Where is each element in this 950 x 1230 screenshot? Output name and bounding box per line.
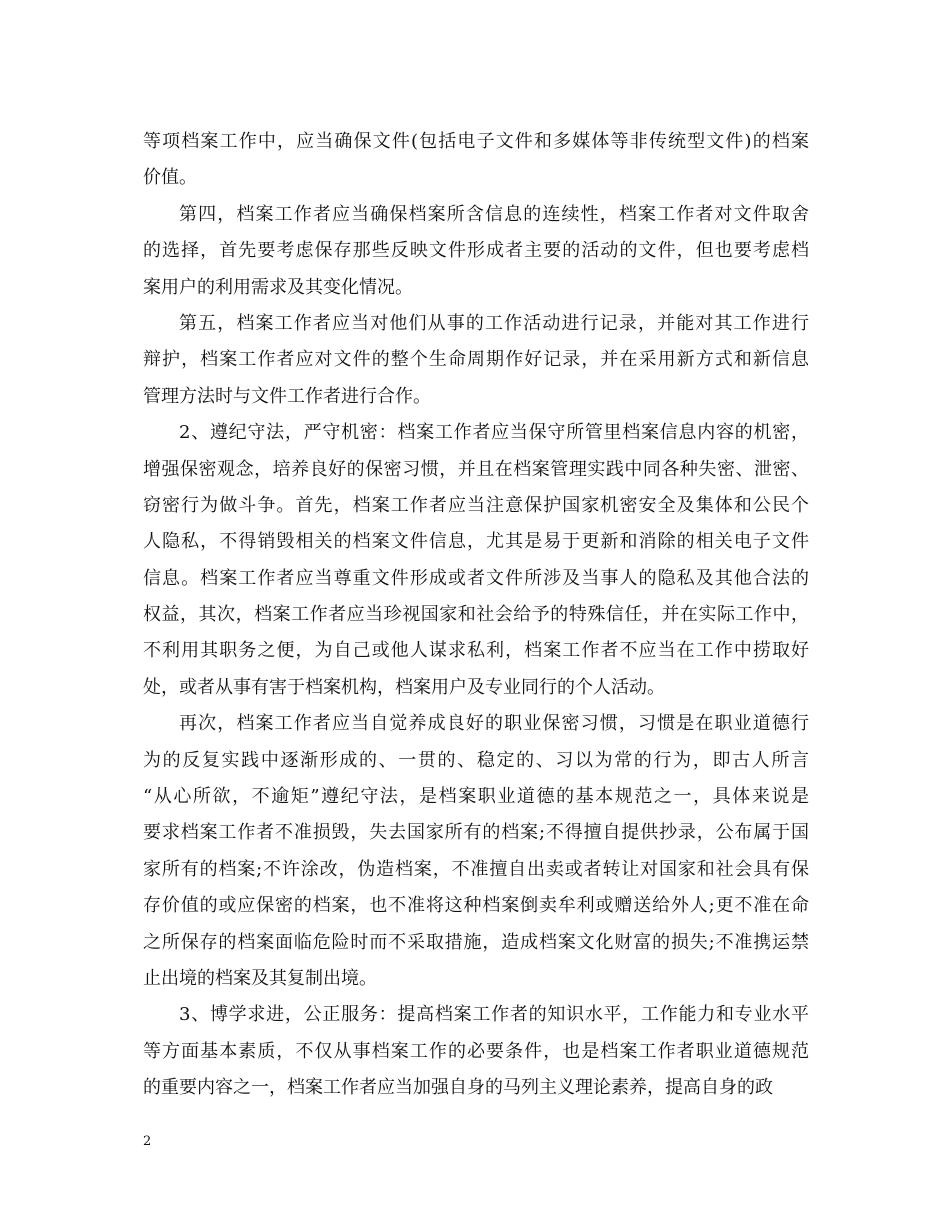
text-line: “从心所欲，不逾矩”遵纪守法，是档案职业道德的基本规范之一，具体来说是 — [143, 786, 809, 808]
text-line: 管理方法时与文件工作者进行合作。 — [143, 385, 431, 407]
paragraph — [143, 997, 809, 1106]
text-line: 的重要内容之一，档案工作者应当加强自身的马列主义理论素养，提高自身的政 — [143, 1077, 773, 1099]
paragraph — [143, 706, 809, 997]
text-line: 增强保密观念，培养良好的保密习惯，并且在档案管理实践中同各种失密、泄密、 — [143, 458, 809, 480]
text-line: 信息。档案工作者应当尊重文件形成或者文件所涉及当事人的隐私及其他合法的 — [143, 567, 809, 589]
text-line: 等项档案工作中，应当确保文件(包括电子文件和多媒体等非传统型文件)的档案 — [143, 131, 809, 152]
text-line: 人隐私，不得销毁相关的档案文件信息，尤其是易于更新和消除的相关电子文件 — [143, 531, 809, 553]
text-line: 第四，档案工作者应当确保档案所含信息的连续性，档案工作者对文件取舍 — [179, 203, 809, 225]
body-text — [143, 124, 809, 1107]
paragraph — [143, 197, 809, 306]
paragraph — [143, 124, 809, 197]
text-line: 等方面基本素质，不仅从事档案工作的必要条件，也是档案工作者职业道德规范 — [143, 1040, 809, 1062]
page-number: 2 — [143, 1134, 152, 1149]
paragraph — [143, 306, 809, 415]
text-line: 止出境的档案及其复制出境。 — [143, 967, 377, 989]
text-line: 案用户的利用需求及其变化情况。 — [143, 276, 413, 298]
text-line: 的选择，首先要考虑保存那些反映文件形成者主要的活动的文件，但也要考虑档 — [143, 240, 809, 262]
text-line: 再次，档案工作者应当自觉养成良好的职业保密习惯，习惯是在职业道德行 — [179, 713, 809, 735]
text-line: 权益，其次，档案工作者应当珍视国家和社会给予的特殊信任，并在实际工作中， — [143, 604, 809, 626]
text-line: 窃密行为做斗争。首先，档案工作者应当注意保护国家机密安全及集体和公民个 — [143, 494, 809, 516]
text-line: 存价值的或应保密的档案，也不准将这种档案倒卖牟利或赠送给外人;更不准在命 — [143, 895, 809, 917]
text-line: 不利用其职务之便，为自己或他人谋求私利，档案工作者不应当在工作中捞取好 — [143, 640, 809, 662]
paragraph — [143, 415, 809, 706]
text-line: 辩护，档案工作者应对文件的整个生命周期作好记录，并在采用新方式和新信息 — [143, 349, 809, 371]
text-line: 3、博学求进，公正服务：提高档案工作者的知识水平，工作能力和专业水平 — [179, 1004, 809, 1026]
text-line: 价值。 — [143, 167, 197, 189]
text-line: 2、遵纪守法，严守机密：档案工作者应当保守所管里档案信息内容的机密， — [179, 422, 809, 444]
text-line: 处，或者从事有害于档案机构，档案用户及专业同行的个人活动。 — [143, 676, 665, 698]
text-line: 为的反复实践中逐渐形成的、一贯的、稳定的、习以为常的行为，即古人所言 — [143, 749, 809, 771]
text-line: 家所有的档案;不许涂改，伪造档案，不准擅自出卖或者转让对国家和社会具有保 — [143, 858, 809, 880]
text-line: 要求档案工作者不准损毁，失去国家所有的档案;不得擅自提供抄录，公布属于国 — [143, 822, 809, 844]
text-line: 之所保存的档案面临危险时而不采取措施，造成档案文化财富的损失;不准携运禁 — [143, 931, 809, 953]
text-line: 第五，档案工作者应当对他们从事的工作活动进行记录，并能对其工作进行 — [179, 312, 809, 334]
